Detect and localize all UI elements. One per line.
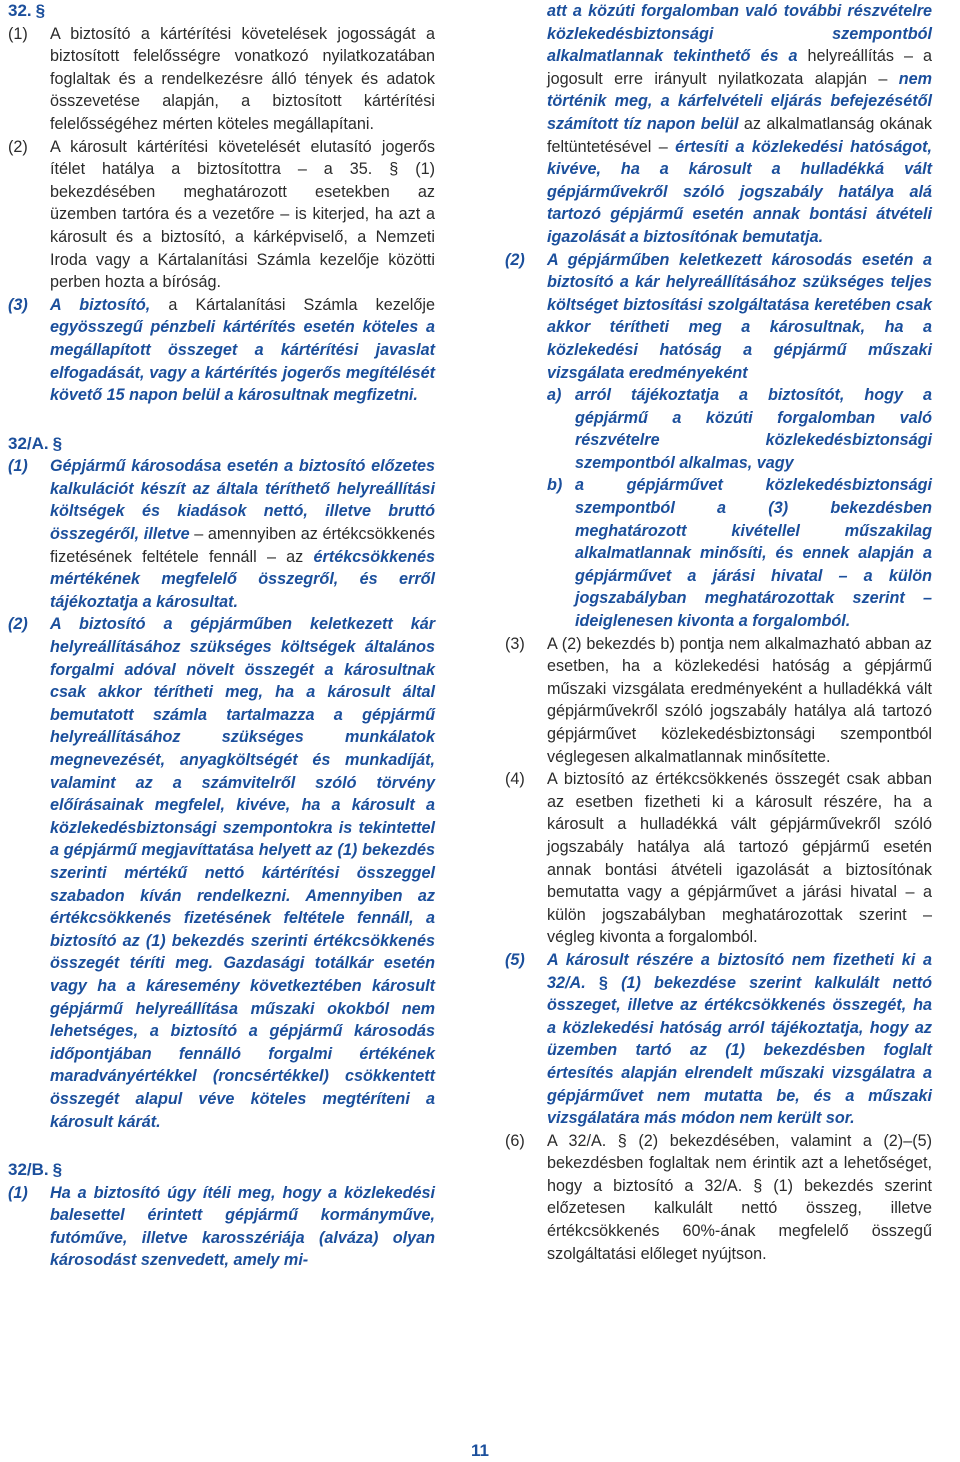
paragraph-32b-4: (4) A biztosító az értékcsökkenés összegét csak abban az esetben fizetheti ki a károsult részére, ha a károsult a hulladékká vált gépjárművekről szóló jogszabály hatálya alá tartozó gépjármű esetén annak bontási átvételi igazolását a biztosítónak bemutatta vagy a gépjárművet a járási hivatal – a külön jogszabályban meghatározottak szerint – végleg kivonta a forgalomból. [505, 770, 932, 947]
point-a: a) arról tájékoztatja a biztosítót, hogy a gépjármű a közúti forgalomban való részvételre közlekedésbiztonsági szempontból alkalmas, vagy [547, 386, 932, 472]
paragraph-32a-1: (1) Gépjármű károsodása esetén a biztosító előzetes kalkulációt készít az általa téríthető helyreállítási költségek és kiadások nettó, illetve bruttó összegéről, illetve – amennyiben az értékcsökkenés fizetésének feltétele fennáll – az értékcsökkenés mértékének megfelelő összegről, és erről tájékoztatja a károsultat. [8, 457, 436, 611]
paragraph-32-3: (3) A biztosító, a Kártalanítási Számla kezelője egyösszegű pénzbeli kártérítés esetén köteles a megállapított összeget a kártérítési javaslat elfogadását, vagy a kártérítés jogerős megítélését követő 15 napon belül a károsultnak megfizetni. [8, 295, 436, 405]
paragraph-32b-5: (5) A károsult részére a biztosító nem fizetheti ki a 32/A. § (1) bekezdése szerint kalkulált nettó összeget, illetve az értékcsökkenés összegét, ha a közlekedési hatóság arról tájékoztatja, hogy az üzemben tartó az (1) bekezdésben foglalt értesítés alapján elrendelt műszaki vizsgálatra a gépjárművet nem mutatta be, és a műszaki vizsgálatára más módon nem került sor. [505, 950, 932, 1128]
paragraph-32-2: (2) A károsult kártérítési követelését elutasító jogerős ítélet hatálya a biztosítottra – a 35. § (1) bekezdésében meghatározott esetekben az üzemben tartóra és a vezetőre – is kiterjed, ha azt a károsult és a biztosító, a kárképviselő, a Nemzeti Iroda vagy a Kártalanítási Számla kezelője közötti perben hozta a bíróság. [8, 137, 435, 292]
paragraph-32b-2: (2) A gépjárműben keletkezett károsodás esetén a biztosító a kár helyreállításához szükséges teljes költséget biztosítási szolgáltatása keretében csak akkor térítheti meg a károsultnak, ha a közlekedési hatóság a gépjármű műszaki vizsgálata eredményeként a) arról tájékoztatja a biztosítót, hogy a gépjármű a közúti forgalomban való részvételre közlekedésbiztonsági szempontból alkalmas, vagy b) a gépjárművet közlekedésbiztonsági szempontból a (3) bekezdésben meghatározott kivétellel műszakilag alkalmatlannak minősíti, és ennek alapján a gépjárművet a járási hivatal – a külön jogszabályban meghatározottak szerint – ideiglenesen kivonta a forgalomból. [505, 249, 932, 633]
paragraph-32b-1: (1) Ha a biztosító úgy ítéli meg, hogy a közlekedési balesettel érintett gépjármű kormányműve, futóműve, illetve karosszériája (alváza) olyan károsodást szenvedett, amely mi- [8, 1183, 435, 1270]
right-column [505, 0, 932, 1265]
section-32-heading: 32. § [8, 1, 46, 20]
paragraph-32b-1-continued: att a közúti forgalomban való további részvételre közlekedésbiztonsági szempontból alkalmatlannak tekinthető és a helyreállítás – a jogosult erre irányult nyilatkozata alapján – nem történik meg, a kárfelvételi eljárás befejezésétől számított tíz napon belül az alkalmatlanság okának feltüntetésével – értesíti a közlekedési hatóságot, kivéve, ha a károsult a hulladékká vált gépjárművekről szóló jogszabály hatálya alá tartozó gépjármű esetén annak bontási átvételi igazolását a biztosítónak bemutatja. [547, 2, 932, 246]
point-b: b) a gépjárművet közlekedésbiztonsági szempontból a (3) bekezdésben meghatározott kivétellel műszakilag alkalmatlannak minősíti, és ennek alapján a gépjárművet a járási hivatal – a külön jogszabályban meghatározottak szerint – ideiglenesen kivonta a forgalomból. [547, 476, 932, 631]
paragraph-32-1: (1) A biztosító a kártérítési követelések jogosságát a biztosított felelősségre vonatkozó nyilatkozatában foglaltak és a rendelkezésre álló tények és adatok összevetése alapján, a biztosított kártérítési felelősségéhez mérten köteles megállapítani. [8, 24, 435, 133]
left-column [8, 0, 435, 1272]
paragraph-32b-3: (3) A (2) bekezdés b) pontja nem alkalmazható abban az esetben, ha a közlekedési hatóság a gépjármű műszaki vizsgálata eredményeként a hulladékká vált gépjárművekről szóló jogszabály hatálya alá tartozó gépjárművet közlekedésbiztonsági szempontból véglegesen alkalmatlannak minősítette. [505, 634, 932, 766]
section-32a-heading: 32/A. § [8, 433, 63, 453]
paragraph-32b-6: (6) A 32/A. § (2) bekezdésében, valamint a (2)–(5) bekezdésben foglaltak nem érintik azt a lehetőséget, hogy a biztosító a 32/A. § (1) bekezdés szerint előzetesen kalkulált nettó összeg, illetve értékcsökkenés 60%-ának megfelelő összegű szolgáltatási előleget nyújtson. [505, 1131, 933, 1263]
section-32b-heading: 32/B. § [8, 1160, 63, 1180]
paragraph-32a-2: (2) A biztosító a gépjárműben keletkezett kár helyreállításához szükséges költségek általános forgalmi adóval növelt összegét a károsultnak csak akkor térítheti meg, ha a károsult által bemutatott számla tartalmazza a gépjármű helyreállításához szükséges munkálatok megnevezését, anyagköltségét és munkadíját, valamint az a számvitelről szóló törvény előírásainak megfelel, kivéve, ha a károsult a közlekedésbiztonsági szempontokra is tekintettel a gépjármű megjavíttatása helyett az (1) bekezdés szerinti mértékű nettó kártérítési összeggel szabadon kíván rendelkezni. Amennyiben az értékcsökkenés fizetésének feltétele fennáll, a biztosító az (1) bekezdés szerinti értékcsökkenés összegét téríti meg. Gazdasági totálkár esetén vagy ha a káresemény következtében károsult gépjármű helyreállítása műszaki okokból nem lehetséges, a biztosító a gépjármű károsodás időpontjában fennálló forgalmi értékének maradványértékkel (roncsértékkel) csökkentett összegét alapul véve köteles megtéríteni a károsult kárát. [8, 615, 435, 1131]
page-number: 11 [471, 1441, 489, 1460]
